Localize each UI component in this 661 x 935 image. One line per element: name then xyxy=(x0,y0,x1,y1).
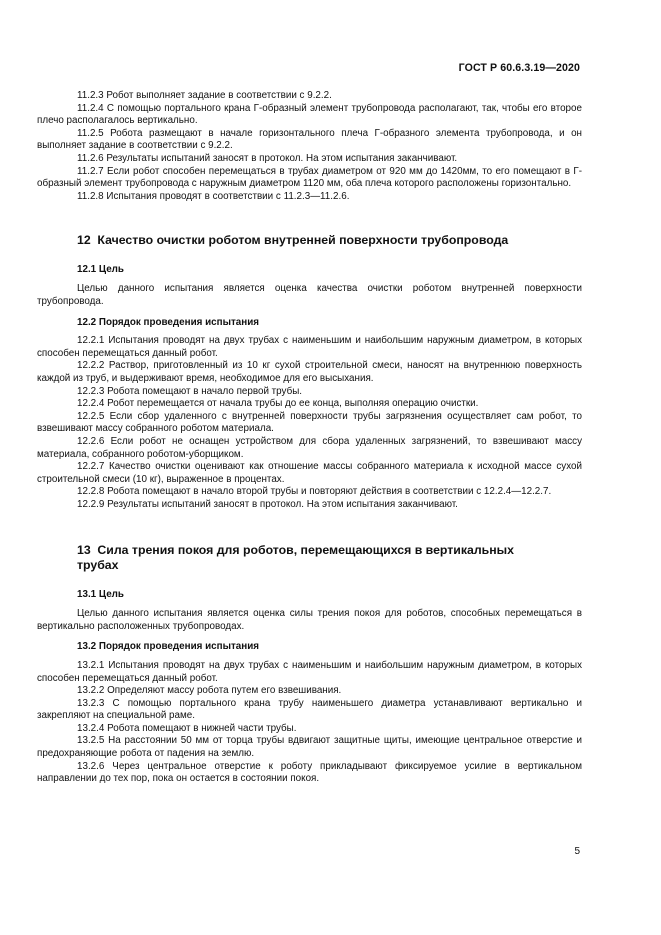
paragraph-12-2-6: 12.2.6 Если робот не оснащен устройством для сбора удаленных загрязнений, то взвешивают массу материала, собранного роботом-уборщиком. xyxy=(37,435,582,460)
paragraph-12-2-3: 12.2.3 Робота помещают в начало первой трубы. xyxy=(77,385,303,397)
paragraph-13-2-1: 13.2.1 Испытания проводят на двух трубах с наименьшим и наибольшим наружным диаметром, в которых способен перемещаться данный робот. xyxy=(37,659,582,684)
section-12-number: 12 xyxy=(77,233,91,248)
paragraph-13-2-3: 13.2.3 С помощью портального крана трубу наименьшего диаметра устанавливают вертикально и закрепляют на специальной раме. xyxy=(37,697,582,722)
subsection-13-2-heading: 13.2 Порядок проведения испытания xyxy=(77,641,260,653)
paragraph-12-2-2: 12.2.2 Раствор, приготовленный из 10 кг сухой строительной смеси, наносят на внутреннюю поверхность каждой из труб, и выдерживают время, необходимое для его высыхания. xyxy=(37,360,582,384)
paragraph-13-2-2: 13.2.2 Определяют массу робота путем его взвешивания. xyxy=(77,685,342,697)
paragraph-12-2-8: 12.2.8 Робота помещают в начало второй трубы и повторяют действия в соответствии с 12.2.4—12.2.7. xyxy=(77,486,552,498)
subsection-12-2-heading: 12.2 Порядок проведения испытания xyxy=(77,316,260,328)
paragraph-12-2-4: 12.2.4 Робот перемещается от начала трубы до ее конца, выполняя операцию очистки. xyxy=(77,398,479,410)
paragraph-12-2-1: 12.2.1 Испытания проводят на двух трубах с наименьшим и наибольшим наружным диаметром, в которых способен перемещаться данный робот. xyxy=(37,335,582,359)
paragraph-11-2-6: 11.2.6 Результаты испытаний заносят в протокол. На этом испытания заканчивают. xyxy=(77,152,458,164)
paragraph-11-2-4: 11.2.4 С помощью портального крана Г-образный элемент трубопровода располагают, так, чтобы его второе плечо располагалось вертикально. xyxy=(37,102,582,127)
paragraph-11-2-3: 11.2.3 Робот выполняет задание в соответствии с 9.2.2. xyxy=(77,90,332,101)
paragraph-11-2-5: 11.2.5 Робота размещают в начале горизонтального плеча Г-образного элемента трубопровода, и он выполняет задание в соответствии с 9.2.2. xyxy=(37,127,582,152)
paragraph-13-2-5: 13.2.5 На расстоянии 50 мм от торца трубы вдвигают защитные щиты, имеющие центральное отверстие и предохраняющие робота от падения на землю. xyxy=(37,735,582,760)
section-13-title-line2: трубах xyxy=(77,558,119,573)
section-12-title: Качество очистки роботом внутренней поверхности трубопровода xyxy=(97,233,509,248)
paragraph-12-2-5: 12.2.5 Если сбор удаленного с внутренней поверхности трубы загрязнения осуществляет сам робот, то взвешивают массу собранного роботом материала. xyxy=(37,410,582,435)
paragraph-12-2-7: 12.2.7 Качество очистки оценивают как отношение массы собранного материала к исходной массе сухой строительной смеси (10 кг), выраженное в процентах. xyxy=(37,461,582,485)
section-13-2-items xyxy=(37,660,582,786)
document-code-header: ГОСТ Р 60.6.3.19—2020 xyxy=(458,62,580,74)
paragraph-12-1-goal: Целью данного испытания является оценка качества очистки роботом внутренней поверхности трубопровода. xyxy=(37,283,582,308)
page-number: 5 xyxy=(574,846,580,857)
paragraph-12-2-9: 12.2.9 Результаты испытаний заносят в протокол. На этом испытания заканчивают. xyxy=(77,498,458,510)
section-13-heading xyxy=(37,543,582,574)
paragraph-11-2-7: 11.2.7 Если робот способен перемещаться в трубах диаметром от 920 мм до 1420мм, то его помещают в Г-образный элемент трубопровода с наружным диаметром 1120 мм, оба плеча которого расположены горизонтально. xyxy=(37,165,582,190)
paragraph-13-2-4: 13.2.4 Робота помещают в нижней части трубы. xyxy=(77,722,297,734)
subsection-13-1-heading: 13.1 Цель xyxy=(77,588,124,600)
section-13-title-line1: Сила трения покоя для роботов, перемещающихся в вертикальных xyxy=(97,542,514,557)
paragraph-11-2-8: 11.2.8 Испытания проводят в соответствии с 11.2.3—11.2.6. xyxy=(77,190,350,202)
section-12-heading xyxy=(37,233,582,249)
section-12-2-items xyxy=(37,335,582,511)
paragraph-13-1-goal: Целью данного испытания является оценка силы трения покоя для роботов, способных перемещаться в вертикально расположенных трубопроводах. xyxy=(37,608,582,632)
subsection-12-1-heading: 12.1 Цель xyxy=(77,263,124,275)
section-13-number: 13 xyxy=(77,542,91,557)
paragraph-13-2-6: 13.2.6 Через центральное отверстие к роботу прикладывают фиксируемое усилие в вертикальном направлении до тех пор, пока он остается в состоянии покоя. xyxy=(37,760,582,785)
page-content xyxy=(37,90,582,786)
